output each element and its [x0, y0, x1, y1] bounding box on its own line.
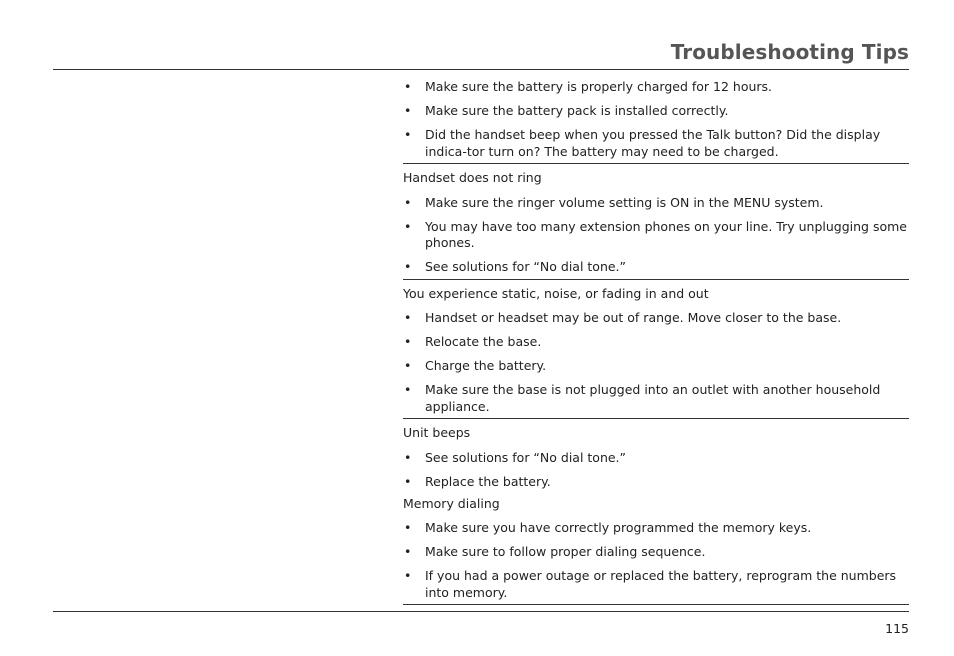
- list-item-text: Make sure the ringer volume setting is ON in the MENU system.: [425, 194, 824, 210]
- bullet-icon: •: [404, 358, 412, 373]
- list-item-text: Replace the battery.: [425, 473, 551, 489]
- section-divider: [403, 604, 909, 605]
- footer-rule: [53, 611, 909, 612]
- section-unit-beeps: [403, 425, 909, 490]
- list-item: [403, 544, 909, 561]
- bullet-icon: •: [404, 520, 412, 535]
- list-item: [403, 358, 909, 375]
- list-item: [403, 127, 909, 160]
- list-item: [403, 79, 909, 96]
- bullet-icon: •: [404, 382, 412, 397]
- bullet-icon: •: [404, 473, 412, 489]
- list-item: [403, 334, 909, 351]
- section-handset-does-not-ring: [403, 170, 909, 280]
- section-title: Handset does not ring: [403, 170, 542, 185]
- list-item-text: Make sure the battery is properly charged for 12 hours.: [425, 79, 773, 94]
- page-number: 115: [885, 621, 909, 636]
- list-item: [403, 103, 909, 120]
- bullet-icon: •: [404, 103, 412, 118]
- list-item: [403, 568, 909, 601]
- section-title: Memory dialing: [403, 495, 500, 511]
- bullet-icon: •: [404, 218, 412, 234]
- section-divider: [403, 163, 909, 164]
- troubleshooting-content: [403, 79, 909, 605]
- bullet-icon: •: [404, 194, 412, 210]
- bullet-icon: •: [404, 127, 412, 142]
- list-item-text: Charge the battery.: [425, 358, 547, 373]
- list-item-text: Handset or headset may be out of range. Move closer to the base.: [425, 310, 842, 325]
- list-item: [403, 219, 909, 252]
- list-item-text: Make sure to follow proper dialing sequence.: [425, 544, 706, 559]
- bullet-icon: •: [404, 568, 412, 583]
- section-battery: [403, 79, 909, 164]
- list-item: [403, 474, 909, 491]
- bullet-icon: •: [404, 259, 412, 274]
- section-memory-dialing: [403, 496, 909, 606]
- list-item-text: Relocate the base.: [425, 334, 542, 349]
- list-item-text: If you had a power outage or replaced the battery, reprogram the numbers into memory.: [425, 568, 897, 600]
- list-item-text: Make sure the battery pack is installed correctly.: [425, 103, 729, 118]
- bullet-icon: •: [404, 449, 412, 465]
- header-rule: [53, 69, 909, 70]
- list-item: [403, 382, 909, 415]
- section-divider: [403, 418, 909, 419]
- list-item-text: Did the handset beep when you pressed the Talk button? Did the display indica-tor turn on? The battery may need to be charged.: [425, 127, 881, 159]
- list-item-text: Make sure you have correctly programmed the memory keys.: [425, 520, 812, 535]
- section-title: You experience static, noise, or fading in and out: [403, 285, 709, 301]
- list-item: [403, 450, 909, 467]
- bullet-icon: •: [404, 334, 412, 349]
- list-item: [403, 310, 909, 327]
- bullet-icon: •: [404, 544, 412, 559]
- list-item-text: See solutions for “No dial tone.”: [425, 259, 627, 274]
- bullet-icon: •: [404, 79, 412, 94]
- list-item-text: See solutions for “No dial tone.”: [425, 449, 627, 465]
- list-item: [403, 195, 909, 212]
- list-item-text: You may have too many extension phones on your line. Try unplugging some phones.: [425, 218, 907, 250]
- list-item-text: Make sure the base is not plugged into an outlet with another household appliance.: [425, 382, 881, 414]
- section-divider: [403, 279, 909, 280]
- section-static-noise: [403, 286, 909, 420]
- list-item: [403, 520, 909, 537]
- bullet-icon: •: [404, 310, 412, 325]
- page-title: Troubleshooting Tips: [670, 40, 909, 64]
- list-item: [403, 259, 909, 276]
- section-title: Unit beeps: [403, 425, 471, 440]
